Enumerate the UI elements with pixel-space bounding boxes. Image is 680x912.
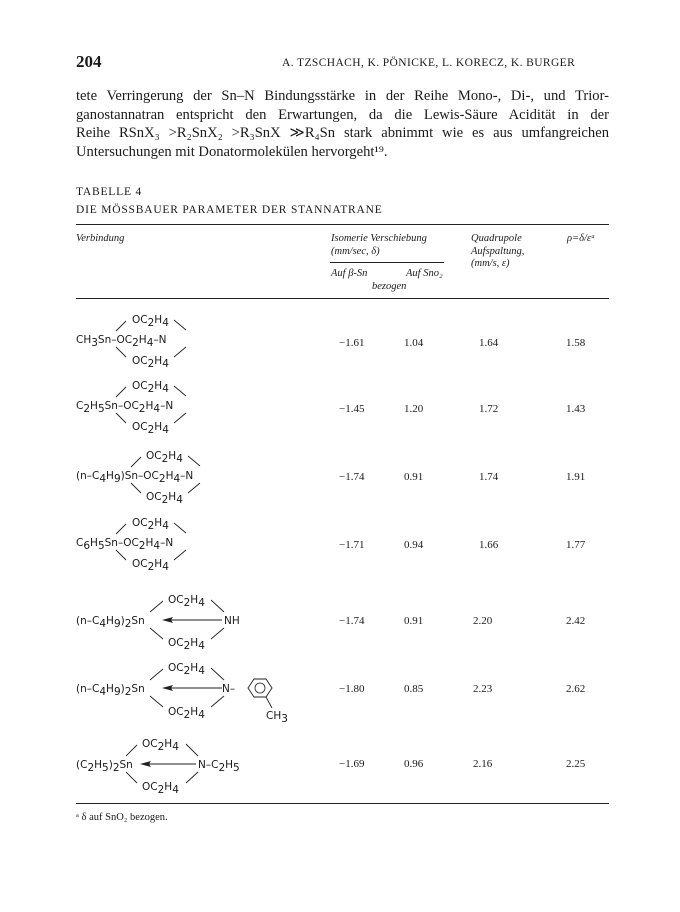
cell-beta-sn: −1.69: [339, 758, 365, 770]
table-top-rule: [76, 224, 609, 225]
table-footnote: ᵃ δ auf SnO₂ bezogen.: [76, 812, 168, 823]
svg-text:OC2H4: OC2H4: [132, 421, 169, 436]
structure-dibutyl-ntolyl: [76, 658, 296, 724]
svg-text:(n–C4H9)2Sn: (n–C4H9)2Sn: [76, 615, 145, 630]
quad-header-line: (mm/s, ε): [471, 258, 510, 269]
svg-text:C6H5Sn–OC2H4–N: C6H5Sn–OC2H4–N: [76, 537, 174, 552]
isomer-header-line: (mm/sec, δ): [331, 245, 380, 257]
svg-text:CH3Sn–OC2H4–N: CH3Sn–OC2H4–N: [76, 334, 167, 349]
cell-beta-sn: −1.61: [339, 337, 365, 349]
cell-rho: 1.43: [566, 403, 586, 415]
svg-text:(n–C4H9)Sn–OC2H4–N: (n–C4H9)Sn–OC2H4–N: [76, 470, 194, 485]
cell-quadrupole: 1.64: [479, 337, 499, 349]
table-bottom-rule: [76, 803, 609, 804]
svg-text:OC2H4: OC2H4: [168, 662, 205, 677]
cell-quadrupole: 1.72: [479, 403, 499, 415]
body-paragraph: [76, 87, 609, 161]
svg-text:(n–C4H9)2Sn: (n–C4H9)2Sn: [76, 683, 145, 698]
svg-text:OC2H4: OC2H4: [132, 558, 169, 573]
cell-sno2: 0.96: [404, 758, 424, 770]
svg-text:N–C2H5: N–C2H5: [198, 759, 240, 774]
cell-sno2: 1.04: [404, 337, 424, 349]
cell-rho: 1.91: [566, 471, 586, 483]
cell-rho: 2.25: [566, 758, 586, 770]
svg-text:OC2H4: OC2H4: [132, 517, 169, 532]
isomer-header-line: Isomerie Verschiebung: [331, 233, 427, 244]
page-number: 204: [76, 52, 102, 71]
col-header-bezogen: bezogen: [372, 281, 407, 292]
cell-rho: 2.42: [566, 615, 586, 627]
col-header-quadrupole: [471, 233, 524, 271]
paragraph-line: Untersuchungen mit Donatormolekülen hervorgeht¹⁹.: [76, 143, 388, 160]
quad-header-line: Aufspaltung,: [471, 245, 525, 257]
cell-sno2: 0.85: [404, 683, 424, 695]
cell-beta-sn: −1.45: [339, 403, 365, 415]
cell-sno2: 0.91: [404, 615, 424, 627]
col-header-sno2: Auf Sno₂: [406, 268, 443, 279]
cell-quadrupole: 2.16: [473, 758, 493, 770]
cell-rho: 2.62: [566, 683, 586, 695]
structure-butylstannatrane: [76, 446, 246, 506]
svg-text:OC2H4: OC2H4: [146, 450, 183, 465]
svg-text:OC2H4: OC2H4: [142, 781, 179, 796]
svg-text:OC2H4: OC2H4: [132, 380, 169, 395]
structure-phenylstannatrane: [76, 513, 236, 573]
cell-quadrupole: 2.20: [473, 615, 493, 627]
svg-text:CH3: CH3: [266, 710, 288, 725]
svg-text:OC2H4: OC2H4: [168, 637, 205, 652]
cell-quadrupole: 2.23: [473, 683, 493, 695]
paragraph-line: Reihe RSnX₃ >R₂SnX₂ >R₃SnX ≫R₄Sn stark abnimmt wie es aus umfangreichen: [76, 125, 609, 141]
paragraph-line: ganostannatran entspricht den Erwartungen, da die Lewis-Säure Acidität in der: [76, 106, 609, 123]
running-title: A. TZSCHACH, K. PÖNICKE, L. KORECZ, K. BURGER: [282, 57, 576, 69]
svg-text:OC2H4: OC2H4: [132, 355, 169, 370]
cell-quadrupole: 1.66: [479, 539, 499, 551]
table-title: DIE MÖSSBAUER PARAMETER DER STANNATRANE: [76, 204, 383, 216]
svg-text:(C2H5)2Sn: (C2H5)2Sn: [76, 759, 133, 774]
svg-text:C2H5Sn–OC2H4–N: C2H5Sn–OC2H4–N: [76, 400, 174, 415]
cell-rho: 1.58: [566, 337, 586, 349]
cell-quadrupole: 1.74: [479, 471, 499, 483]
col-header-rho: ρ=δ/εᵃ: [567, 233, 596, 244]
svg-text:NH: NH: [224, 615, 240, 627]
col-header-isomer: [331, 233, 427, 258]
svg-text:OC2H4: OC2H4: [146, 491, 183, 506]
table-header-rule: [76, 298, 609, 299]
cell-beta-sn: −1.74: [339, 615, 365, 627]
cell-beta-sn: −1.74: [339, 471, 365, 483]
col-header-beta-sn: Auf β-Sn: [331, 268, 368, 279]
structure-dibutyl-nh: [76, 590, 276, 652]
svg-text:OC2H4: OC2H4: [142, 738, 179, 753]
structure-diethyl-nethyl: [76, 734, 286, 796]
svg-text:OC2H4: OC2H4: [132, 314, 169, 329]
structure-ethylstannatrane: [76, 376, 236, 436]
table-label: TABELLE 4: [76, 186, 143, 198]
svg-text:N–: N–: [222, 683, 236, 695]
svg-text:OC2H4: OC2H4: [168, 706, 205, 721]
cell-beta-sn: −1.71: [339, 539, 365, 551]
quad-header-line: Quadrupole: [471, 233, 522, 244]
structure-methylstannatrane: [76, 310, 236, 370]
cell-sno2: 0.91: [404, 471, 424, 483]
cell-sno2: 1.20: [404, 403, 424, 415]
cell-beta-sn: −1.80: [339, 683, 365, 695]
paragraph-line: tete Verringerung der Sn–N Bindungsstärke in der Reihe Mono-, Di-, und Trior-: [76, 88, 609, 104]
cell-rho: 1.77: [566, 539, 586, 551]
col-header-compound: Verbindung: [76, 233, 125, 244]
svg-text:OC2H4: OC2H4: [168, 594, 205, 609]
isomer-subrule: [330, 262, 444, 263]
cell-sno2: 0.94: [404, 539, 424, 551]
